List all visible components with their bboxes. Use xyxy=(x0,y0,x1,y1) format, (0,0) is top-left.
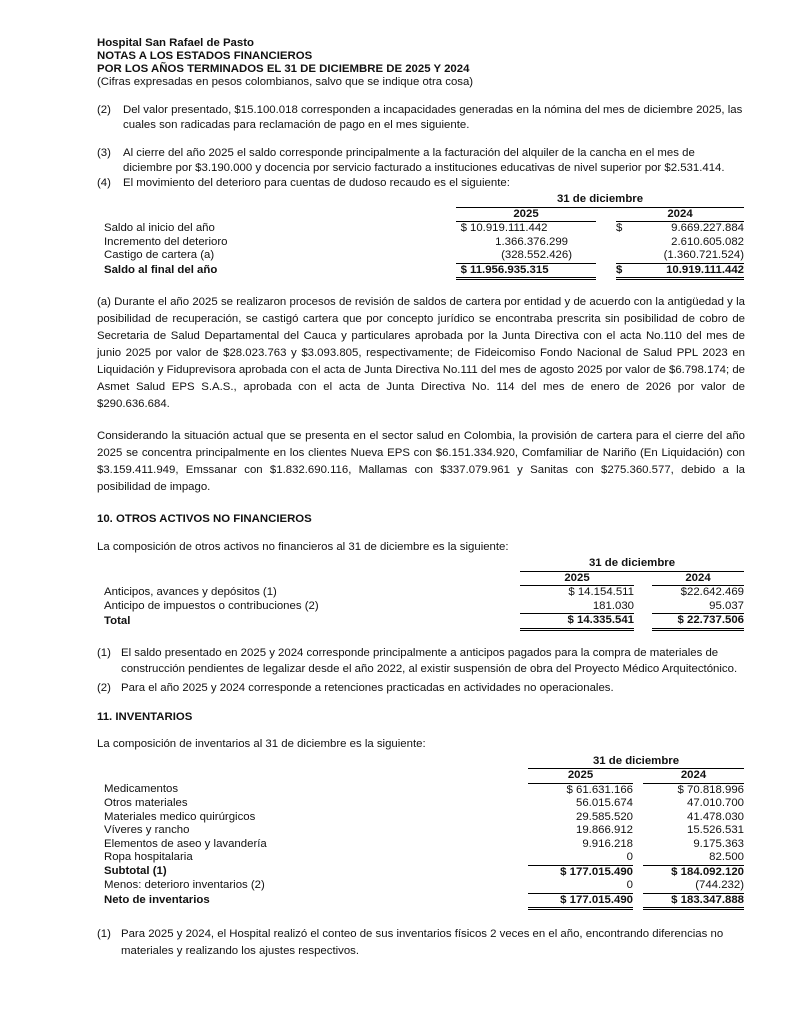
table-row: Saldo al inicio del año $ 10.919.111.442 $ 9.669.227.884 xyxy=(104,221,744,234)
otros-col-2024: 2024 xyxy=(652,571,744,586)
note-4-text: El movimiento del deterioro para cuentas de dudoso recaudo es el siguiente: xyxy=(123,177,510,189)
table-row: Subtotal (1) $ 177.015.490 $ 184.092.120 xyxy=(104,865,744,878)
table-row: Total $ 14.335.541 $ 22.737.506 xyxy=(104,614,744,630)
section-11-note-1: (1) Para 2025 y 2024, el Hospital realizó el conteo de sus inventarios físicos 2 veces en el año, encontrando diferencias no materiales y realizando los ajustes respectivos. xyxy=(97,928,724,957)
table-row: Castigo de cartera (a) (328.552.426) (1.360.721.524) xyxy=(104,249,744,262)
table-row: Materiales medico quirúrgicos 29.585.520 41.478.030 xyxy=(104,810,744,823)
header-line-3: POR LOS AÑOS TERMINADOS EL 31 DE DICIEMBRE DE 2025 Y 2024 xyxy=(97,63,470,75)
note-2-text: Del valor presentado, $15.100.018 corresponden a incapacidades generadas en la nómina del mes de diciembre 2025, las cuales son radicadas para reclamación de pago en el mes siguiente. xyxy=(123,104,743,131)
deterioro-period-header: 31 de diciembre xyxy=(456,193,744,207)
inventarios-col-2025: 2025 xyxy=(528,769,633,784)
section-10-title: 10. OTROS ACTIVOS NO FINANCIEROS xyxy=(97,513,312,525)
section-10-note-2: (2) Para el año 2025 y 2024 corresponde a retenciones practicadas en actividades no operacionales. xyxy=(97,681,614,694)
otros-period-header: 31 de diciembre xyxy=(520,557,744,571)
section-11-title: 11. INVENTARIOS xyxy=(97,710,193,723)
section-10-intro: La composición de otros activos no financieros al 31 de diciembre es la siguiente: xyxy=(97,541,509,553)
header-line-2: NOTAS A LOS ESTADOS FINANCIEROS xyxy=(97,50,313,62)
table-row: Incremento del deterioro 1.366.376.299 2.610.605.082 xyxy=(104,235,744,248)
table-row: Anticipos, avances y depósitos (1) $ 14.154.511 $22.642.469 xyxy=(104,585,744,598)
table-row: Anticipo de impuestos o contribuciones (2) 181.030 95.037 xyxy=(104,599,744,612)
note-3: (3) Al cierre del año 2025 el saldo corresponde principalmente a la facturación del alquiler de la cancha en el mes de diciembre por $3.190.000 y docencia por servicio facturado a instituciones educativas de nivel superior por $2.531.414. xyxy=(97,147,725,174)
section-10-note-1: (1) El saldo presentado en 2025 y 2024 corresponde principalmente a anticipos pagados para la compra de materiales de construcción pendientes de legalizar desde el año 2022, al existir suspensión de obra del Proyecto Médico Arquitectónico. xyxy=(97,646,738,675)
table-row: Víveres y rancho 19.866.912 15.526.531 xyxy=(104,824,744,836)
paragraph-provision-cartera: Considerando la situación actual que se presenta en el sector salud en Colombia, la provisión de cartera para el cierre del año 2025 se concentra principalmente en los clientes Nueva EPS con $6.151.334.920, Comfamiliar de Nariño (En Liquidación) con $3.159.411.949, Emssanar con $1.832.690.116, Mallamas con $337.079.961 y Sanitas con $275.360.577, debido a la posibilidad de impago. xyxy=(97,430,745,493)
header-line-4: (Cifras expresadas en pesos colombianos, salvo que se indique otra cosa) xyxy=(97,76,474,88)
document-page xyxy=(97,37,745,960)
document-header xyxy=(97,37,745,89)
table-row: Ropa hospitalaria 0 82.500 xyxy=(104,851,744,864)
deterioro-table xyxy=(104,193,744,280)
table-row: Saldo al final del año $ 11.956.935.315 $ 10.919.111.442 xyxy=(104,263,744,279)
inventarios-period-header: 31 de diciembre xyxy=(528,755,744,769)
table-row: Neto de inventarios $ 177.015.490 $ 183.347.888 xyxy=(104,893,744,909)
org-name: Hospital San Rafael de Pasto xyxy=(97,37,254,49)
inventarios-table xyxy=(104,755,744,911)
table-row: Menos: deterioro inventarios (2) 0 (744.232) xyxy=(104,879,744,892)
otros-activos-table xyxy=(104,557,744,631)
otros-col-2025: 2025 xyxy=(520,571,634,586)
inventarios-col-2024: 2024 xyxy=(643,769,744,784)
note-3-text: Al cierre del año 2025 el saldo corresponde principalmente a la facturación del alquiler de la cancha en el mes de diciembre por $3.190.000 y docencia por servicio facturado a instituciones educativas de nivel superior por $2.531.414. xyxy=(123,147,725,174)
note-2: (2) Del valor presentado, $15.100.018 corresponden a incapacidades generadas en la nómina del mes de diciembre 2025, las cuales son radicadas para reclamación de pago en el mes siguiente. xyxy=(97,104,743,131)
table-row: Elementos de aseo y lavandería 9.916.218 9.175.363 xyxy=(104,837,744,850)
paragraph-castigo-cartera: (a) Durante el año 2025 se realizaron procesos de revisión de saldos de cartera por entidad y de acuerdo con la antigüedad y la posibilidad de recuperación, se castigó cartera que por concepto jurídico se encontraba prescrita sin posibilidad de cobro de Secretaria de Salud Departamental del Cauca y particulares aprobada por la Junta Directiva con el acta No.110 del mes de junio 2025 por valor de $28.023.763 y $3.093.805, respectivamente; de Fideicomiso Fondo Nacional de Salud PPL 2023 en Liquidación y Fiduprevisora aprobada con el acta de Junta Directiva No.111 del mes de agosto 2025 por valor de $6.798.174; de Asmet Salud EPS S.A.S., aprobada con el acta de Junta Directiva No. 114 del mes de enero de 2026 por valor de $290.636.684. xyxy=(97,296,745,410)
table-row: Otros materiales 56.015.674 47.010.700 xyxy=(104,797,744,809)
table-row: Medicamentos $ 61.631.166 $ 70.818.996 xyxy=(104,783,744,796)
note-4: (4) El movimiento del deterioro para cuentas de dudoso recaudo es el siguiente: xyxy=(97,177,510,189)
deterioro-col-2024: 2024 xyxy=(616,207,744,222)
section-11-intro: La composición de inventarios al 31 de diciembre es la siguiente: xyxy=(97,737,426,750)
deterioro-col-2025: 2025 xyxy=(456,207,596,222)
